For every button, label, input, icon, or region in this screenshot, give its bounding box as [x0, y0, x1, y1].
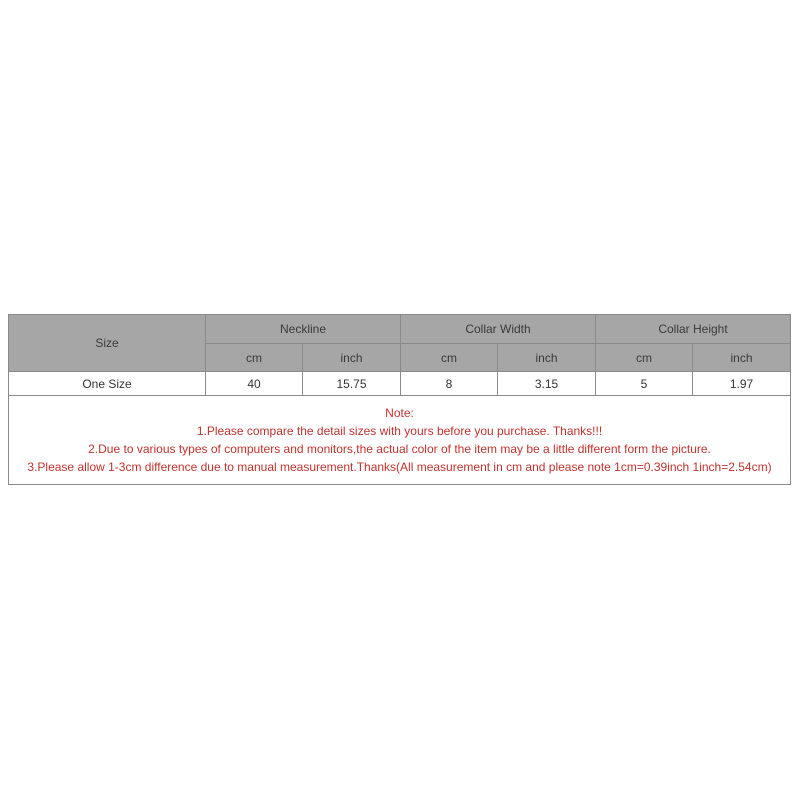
size-cell: One Size — [9, 372, 206, 396]
collar-width-cm-cell: 8 — [401, 372, 498, 396]
unit-header-collar-height-inch: inch — [693, 344, 791, 372]
collar-width-header: Collar Width — [401, 315, 596, 344]
unit-header-neckline-inch: inch — [303, 344, 401, 372]
neckline-cm-cell: 40 — [206, 372, 303, 396]
note-row — [9, 396, 791, 485]
size-header: Size — [9, 315, 206, 372]
neckline-inch-cell: 15.75 — [303, 372, 401, 396]
unit-header-collar-height-cm: cm — [596, 344, 693, 372]
table-row — [9, 372, 791, 396]
note-cell — [9, 396, 791, 485]
header-group-row — [9, 315, 791, 344]
unit-header-collar-width-cm: cm — [401, 344, 498, 372]
size-chart-table — [8, 314, 791, 485]
note-title: Note: — [385, 406, 414, 420]
collar-height-header: Collar Height — [596, 315, 791, 344]
note-line-1: 1.Please compare the detail sizes with yours before you purchase. Thanks!!! — [196, 424, 603, 438]
collar-height-inch-cell: 1.97 — [693, 372, 791, 396]
unit-header-collar-width-inch: inch — [498, 344, 596, 372]
unit-header-neckline-cm: cm — [206, 344, 303, 372]
collar-height-cm-cell: 5 — [596, 372, 693, 396]
note-line-3: 3.Please allow 1-3cm difference due to manual measurement.Thanks(All measurement in cm and please note 1cm=0.39inch 1inch=2.54cm) — [27, 460, 772, 474]
neckline-header: Neckline — [206, 315, 401, 344]
collar-width-inch-cell: 3.15 — [498, 372, 596, 396]
note-line-2: 2.Due to various types of computers and monitors,the actual color of the item may be a little different form the picture. — [88, 442, 711, 456]
